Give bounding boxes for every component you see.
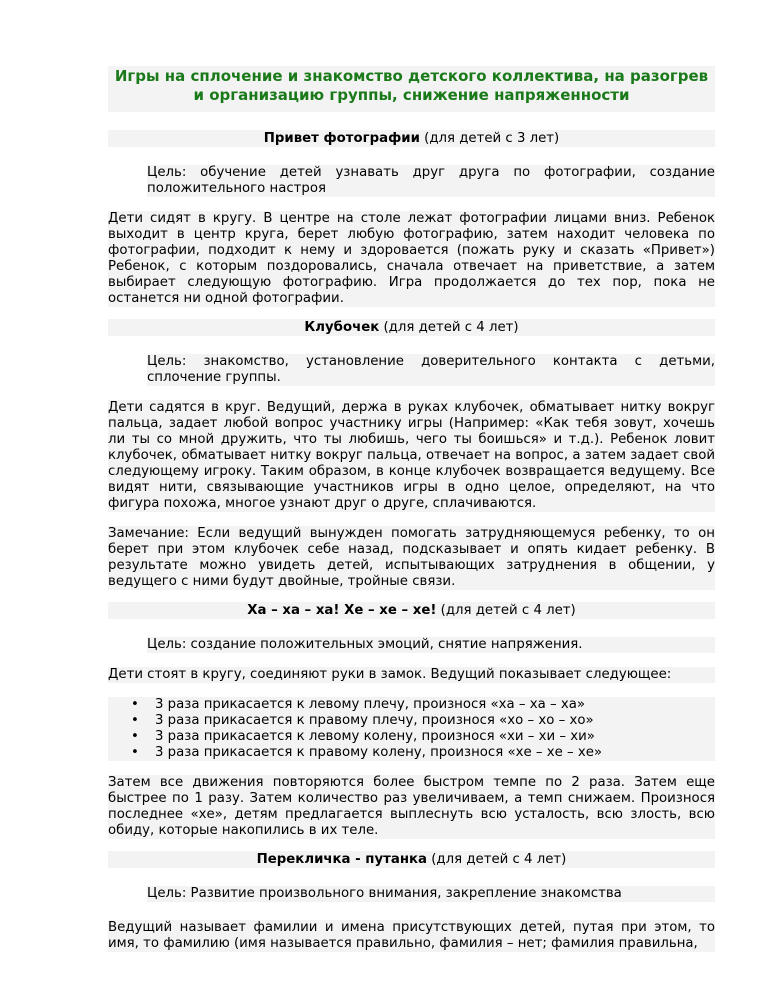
list-item <box>108 713 715 729</box>
list-item-text: 3 раза прикасается к правому плечу, произнося «хо – хо – хо» <box>155 713 594 728</box>
game-name: Привет фотографии <box>263 131 420 146</box>
list-item-text: 3 раза прикасается к левому колену, произнося «хи – хи – хи» <box>155 729 595 744</box>
list-item <box>108 729 715 745</box>
game-name: Ха – ха – ха! Хе – хе – хе! <box>247 603 437 618</box>
bullet-icon: • <box>131 745 139 760</box>
list-item <box>108 697 715 713</box>
game-goal: Цель: создание положительных эмоций, снятие напряжения. <box>147 637 715 653</box>
game-name: Перекличка - путанка <box>256 852 428 867</box>
game-heading-ha-ha-ha <box>108 602 715 619</box>
moves-list <box>108 697 715 761</box>
bullet-icon: • <box>131 713 139 728</box>
game-age: (для детей с 4 лет) <box>379 320 519 335</box>
game-heading-klubochek <box>108 319 715 336</box>
game-description: Дети садятся в круг. Ведущий, держа в руках клубочек, обматывает нитку вокруг пальца, задает любой вопрос участнику игры (Например: «Как тебя зовут, хочешь ли ты со мной дружить, что ты любишь, чего ты боишься» и т.д.). Ребенок ловит клубочек, обматывает нитку вокруг пальца, отвечает на вопрос, а затем задает свой следующему игроку. Таким образом, в конце клубочек возвращается ведущему. Все видят нити, связывающие участников игры в одно целое, определяют, на что фигура похожа, многое узнают друг о друге, сплачиваются. <box>108 400 715 511</box>
game-intro: Дети стоят в кругу, соединяют руки в замок. Ведущий показывает следующее: <box>108 667 715 683</box>
list-item <box>108 745 715 761</box>
game-goal: Цель: обучение детей узнавать друг друга по фотографии, создание положительного настроя <box>147 165 715 196</box>
game-goal: Цель: знакомство, установление доверительного контакта с детьми, сплочение группы. <box>147 354 715 385</box>
list-item-text: 3 раза прикасается к правому колену, произнося «хе – хе – хе» <box>155 745 603 760</box>
document-page <box>108 66 715 952</box>
bullet-icon: • <box>131 697 139 712</box>
game-name: Клубочек <box>304 320 380 335</box>
game-remark: Замечание: Если ведущий вынужден помогать затрудняющемуся ребенку, то он берет при этом клубочек себе назад, подсказывает и опять кидает ребенку. В результате можно увидеть детей, испытывающих затруднения в общении, у ведущего с ними будут двойные, тройные связи. <box>108 526 715 589</box>
game-age: (для детей с 3 лет) <box>419 131 560 146</box>
game-age: (для детей с 4 лет) <box>436 603 576 618</box>
document-title: Игры на сплочение и знакомство детского коллектива, на разогрев и организацию группы, снижение напряженности <box>108 66 715 112</box>
game-heading-privet-fotografii <box>108 130 715 147</box>
game-description: Дети сидят в кругу. В центре на столе лежат фотографии лицами вниз. Ребенок выходит в центр круга, берет любую фотографию, затем находит человека по фотографии, подходит к нему и здоровается (пожать руку и сказать «Привет») Ребенок, с которым поздоровались, сначала отвечает на приветствие, а затем выбирает следующую фотографию. Игра продолжается до тех пор, пока не останется ни одной фотографии. <box>108 211 715 306</box>
game-goal: Цель: Развитие произвольного внимания, закрепление знакомства <box>147 886 715 902</box>
list-item-text: 3 раза прикасается к левому плечу, произнося «ха – ха – ха» <box>155 697 586 712</box>
game-outro: Затем все движения повторяются более быстром темпе по 2 раза. Затем еще быстрее по 1 разу. Затем количество раз увеличиваем, а темп снижаем. Произнося последнее «хе», детям предлагается выплеснуть всю усталость, всю злость, всю обиду, которые накопились в их теле. <box>108 775 715 838</box>
game-heading-pereklichka <box>108 851 715 868</box>
bullet-icon: • <box>131 729 139 744</box>
game-age: (для детей с 4 лет) <box>427 852 567 867</box>
game-description: Ведущий называет фамилии и имена присутствующих детей, путая при этом, то имя, то фамилию (имя называется правильно, фамилия – нет; фамилия правильна, <box>108 920 715 951</box>
